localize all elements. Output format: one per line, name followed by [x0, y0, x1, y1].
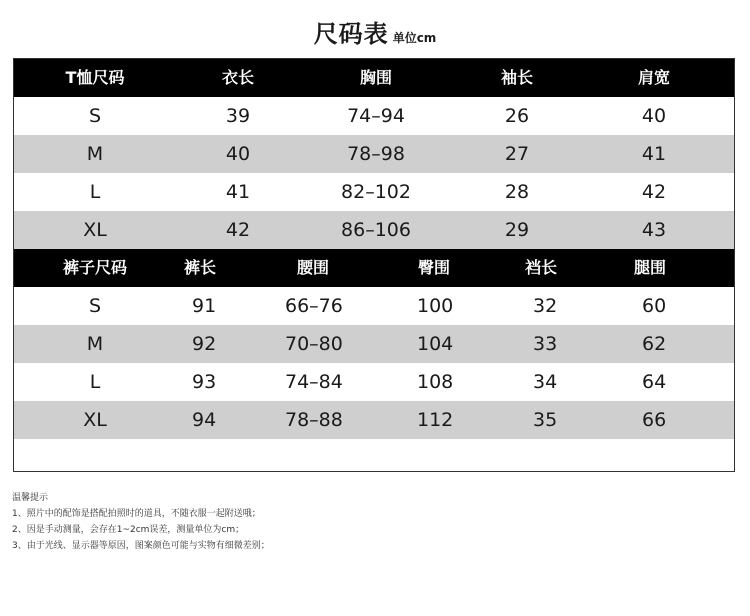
value-cell: 33: [533, 333, 558, 355]
pants-header-hip: 臀围: [418, 258, 451, 277]
value-cell: 94: [192, 409, 217, 431]
pants-header-waist: 腰围: [297, 258, 330, 277]
tshirt-header-sleeve: 袖长: [500, 68, 534, 87]
title-block: [0, 14, 750, 49]
value-cell: 41: [225, 181, 251, 203]
value-cell: 70–80: [285, 333, 343, 355]
value-cell: 42: [225, 219, 251, 241]
value-cell: 26: [504, 105, 530, 127]
pants-header-rise: 裆长: [525, 258, 558, 277]
value-cell: 62: [642, 333, 667, 355]
value-cell: 92: [192, 333, 217, 355]
value-cell: 91: [192, 295, 217, 317]
value-cell: 28: [504, 181, 530, 203]
table-row: [14, 211, 734, 249]
value-cell: 112: [417, 409, 454, 431]
value-cell: 39: [225, 105, 251, 127]
value-cell: 60: [642, 295, 667, 317]
value-cell: 40: [225, 143, 251, 165]
value-cell: 40: [641, 105, 667, 127]
value-cell: 27: [504, 143, 530, 165]
page-title: 尺码表: [313, 20, 389, 48]
value-cell: 64: [642, 371, 667, 393]
tshirt-header-length: 衣长: [221, 68, 255, 87]
table-row: [14, 173, 734, 211]
value-cell: 32: [533, 295, 558, 317]
notes-line: 3、由于光线、显示器等原因，图案颜色可能与实物有细微差别；: [12, 541, 270, 551]
table-row: [14, 287, 734, 325]
size-cell: L: [89, 181, 101, 203]
value-cell: 100: [417, 295, 454, 317]
value-cell: 78–88: [285, 409, 343, 431]
tshirt-header-chest: 胸围: [359, 68, 393, 87]
pants-header-row: [14, 249, 734, 287]
value-cell: 66–76: [285, 295, 343, 317]
table-row: [14, 97, 734, 135]
value-cell: 42: [641, 181, 667, 203]
table-row: [14, 135, 734, 173]
value-cell: 86–106: [341, 219, 411, 241]
table-row: [14, 363, 734, 401]
value-cell: 43: [641, 219, 667, 241]
tshirt-header-row: [14, 59, 734, 97]
value-cell: 74–84: [285, 371, 343, 393]
notes-line: 1、照片中的配饰是搭配拍照时的道具，不随衣服一起附送哦；: [12, 509, 261, 519]
unit-label: 单位cm: [392, 31, 437, 45]
value-cell: 41: [641, 143, 667, 165]
value-cell: 35: [533, 409, 558, 431]
notes-line: 2、因是手动测量，会存在1~2cm误差，测量单位为cm；: [12, 525, 245, 535]
size-cell: S: [88, 295, 102, 317]
value-cell: 82–102: [341, 181, 411, 203]
size-chart: [13, 58, 735, 472]
notes-heading: 温馨提示: [12, 493, 49, 503]
tshirt-header-size: T恤尺码: [65, 68, 125, 87]
value-cell: 34: [533, 371, 558, 393]
value-cell: 29: [504, 219, 530, 241]
pants-header-size: 裤子尺码: [62, 258, 128, 277]
table-row: [14, 325, 734, 363]
value-cell: 104: [417, 333, 454, 355]
pants-header-length: 裤长: [184, 258, 217, 277]
size-cell: M: [86, 333, 104, 355]
table-row: [14, 401, 734, 439]
size-cell: M: [86, 143, 104, 165]
value-cell: 66: [642, 409, 667, 431]
value-cell: 78–98: [347, 143, 405, 165]
tshirt-header-shoulder: 肩宽: [637, 68, 671, 87]
notes-block: [12, 490, 270, 554]
value-cell: 108: [417, 371, 454, 393]
pants-header-thigh: 腿围: [634, 258, 667, 277]
size-cell: L: [89, 371, 101, 393]
size-cell: XL: [83, 409, 107, 431]
value-cell: 93: [192, 371, 217, 393]
size-cell: XL: [83, 219, 107, 241]
value-cell: 74–94: [347, 105, 405, 127]
size-cell: S: [88, 105, 102, 127]
